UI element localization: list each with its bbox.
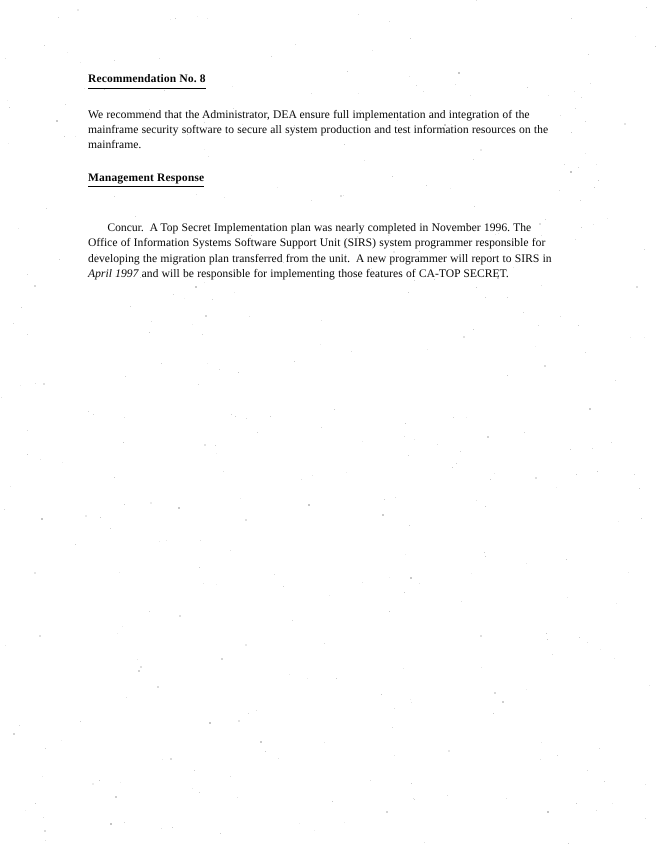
spacer-after-management-heading: [88, 187, 558, 205]
response-text-part-3: and will be responsible for implementing those features of CA-TOP SECRET.: [138, 266, 509, 280]
recommendation-heading-row: [88, 70, 558, 89]
response-text-part-italic-date: April 1997: [88, 266, 139, 280]
response-text-part-1: Concur. A Top Secret Implementation plan was nearly completed in November 1996. The Office of Information Systems Software Support Unit (SIRS) system programmer responsible for developing the migration plan transferred from the unit. A new programmer will report to SIRS in: [88, 221, 555, 265]
recommendation-heading: Recommendation No. 8: [88, 72, 206, 89]
management-response-body-paragraph: [88, 205, 558, 296]
recommendation-body-paragraph: We recommend that the Administrator, DEA ensure full implementation and integration of the mainframe security software to secure all system production and test information resources on the mainframe.: [88, 107, 552, 151]
document-text-column: [88, 70, 558, 296]
spacer-before-management-heading: [88, 152, 558, 169]
spacer-after-recommendation-heading: [88, 89, 558, 107]
management-response-heading-row: [88, 169, 558, 188]
management-response-heading: Management Response: [88, 171, 204, 188]
